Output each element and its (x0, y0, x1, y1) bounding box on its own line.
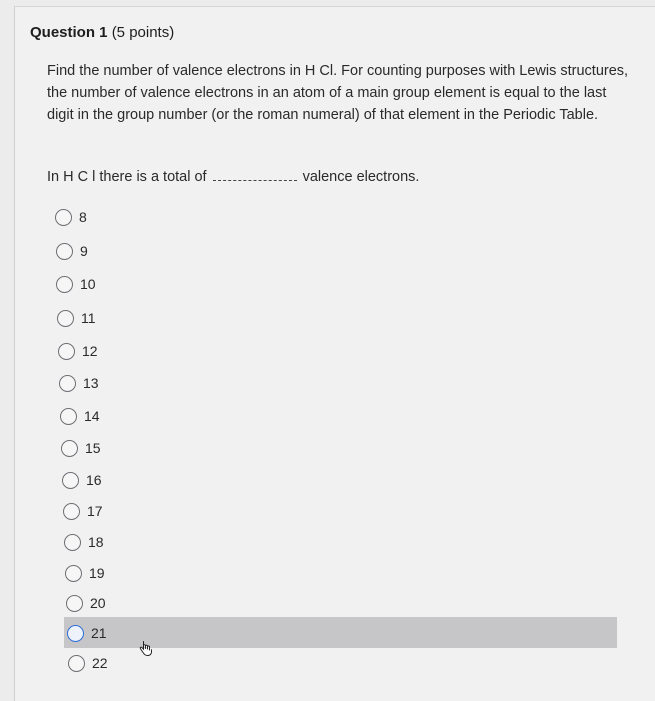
option-10[interactable] (56, 271, 96, 297)
radio-button[interactable] (60, 408, 77, 425)
question-title (30, 24, 174, 41)
option-label: 13 (83, 375, 99, 391)
radio-button[interactable] (56, 276, 73, 293)
option-18[interactable] (64, 529, 104, 555)
option-13[interactable] (59, 370, 99, 396)
question-points: (5 points) (111, 24, 175, 41)
option-label: 17 (87, 503, 103, 519)
radio-button[interactable] (62, 472, 79, 489)
option-label: 18 (88, 534, 104, 550)
hand-pointer-icon (137, 640, 155, 658)
option-label: 9 (80, 243, 88, 259)
option-21[interactable] (67, 620, 107, 646)
option-label: 22 (92, 655, 108, 671)
radio-button[interactable] (66, 595, 83, 612)
radio-button[interactable] (61, 440, 78, 457)
option-label: 12 (82, 343, 98, 359)
option-11[interactable] (57, 305, 96, 331)
radio-button[interactable] (63, 503, 80, 520)
option-16[interactable] (62, 467, 102, 493)
option-label: 10 (80, 276, 96, 292)
answer-blank (213, 166, 297, 181)
radio-button[interactable] (67, 625, 84, 642)
option-8[interactable] (55, 204, 87, 230)
option-20[interactable] (66, 590, 106, 616)
option-19[interactable] (65, 560, 105, 586)
radio-button[interactable] (58, 343, 75, 360)
radio-button[interactable] (56, 243, 73, 260)
radio-button[interactable] (65, 565, 82, 582)
option-12[interactable] (58, 338, 98, 364)
option-label: 21 (91, 625, 107, 641)
option-label: 8 (79, 209, 87, 225)
radio-button[interactable] (57, 310, 74, 327)
option-label: 20 (90, 595, 106, 611)
option-9[interactable] (56, 238, 88, 264)
option-14[interactable] (60, 403, 100, 429)
fill-prefix: In H C l there is a total of (47, 169, 207, 185)
option-label: 19 (89, 565, 105, 581)
radio-button[interactable] (59, 375, 76, 392)
fill-suffix: valence electrons. (302, 169, 420, 185)
radio-button[interactable] (55, 209, 72, 226)
option-label: 15 (85, 440, 101, 456)
option-label: 16 (86, 472, 102, 488)
question-text: Find the number of valence electrons in H Cl. For counting purposes with Lewis structures, the number of valence electrons in an atom of a main group element is equal to the last digit in the group number (or the roman numeral) of that element in the Periodic Table. (47, 63, 629, 123)
radio-button[interactable] (68, 655, 85, 672)
option-22[interactable] (68, 650, 108, 676)
fill-in-sentence (47, 166, 419, 188)
radio-button[interactable] (64, 534, 81, 551)
question-number: Question 1 (30, 24, 108, 41)
option-17[interactable] (63, 498, 103, 524)
option-label: 14 (84, 408, 100, 424)
option-15[interactable] (61, 435, 101, 461)
option-label: 11 (81, 310, 96, 326)
